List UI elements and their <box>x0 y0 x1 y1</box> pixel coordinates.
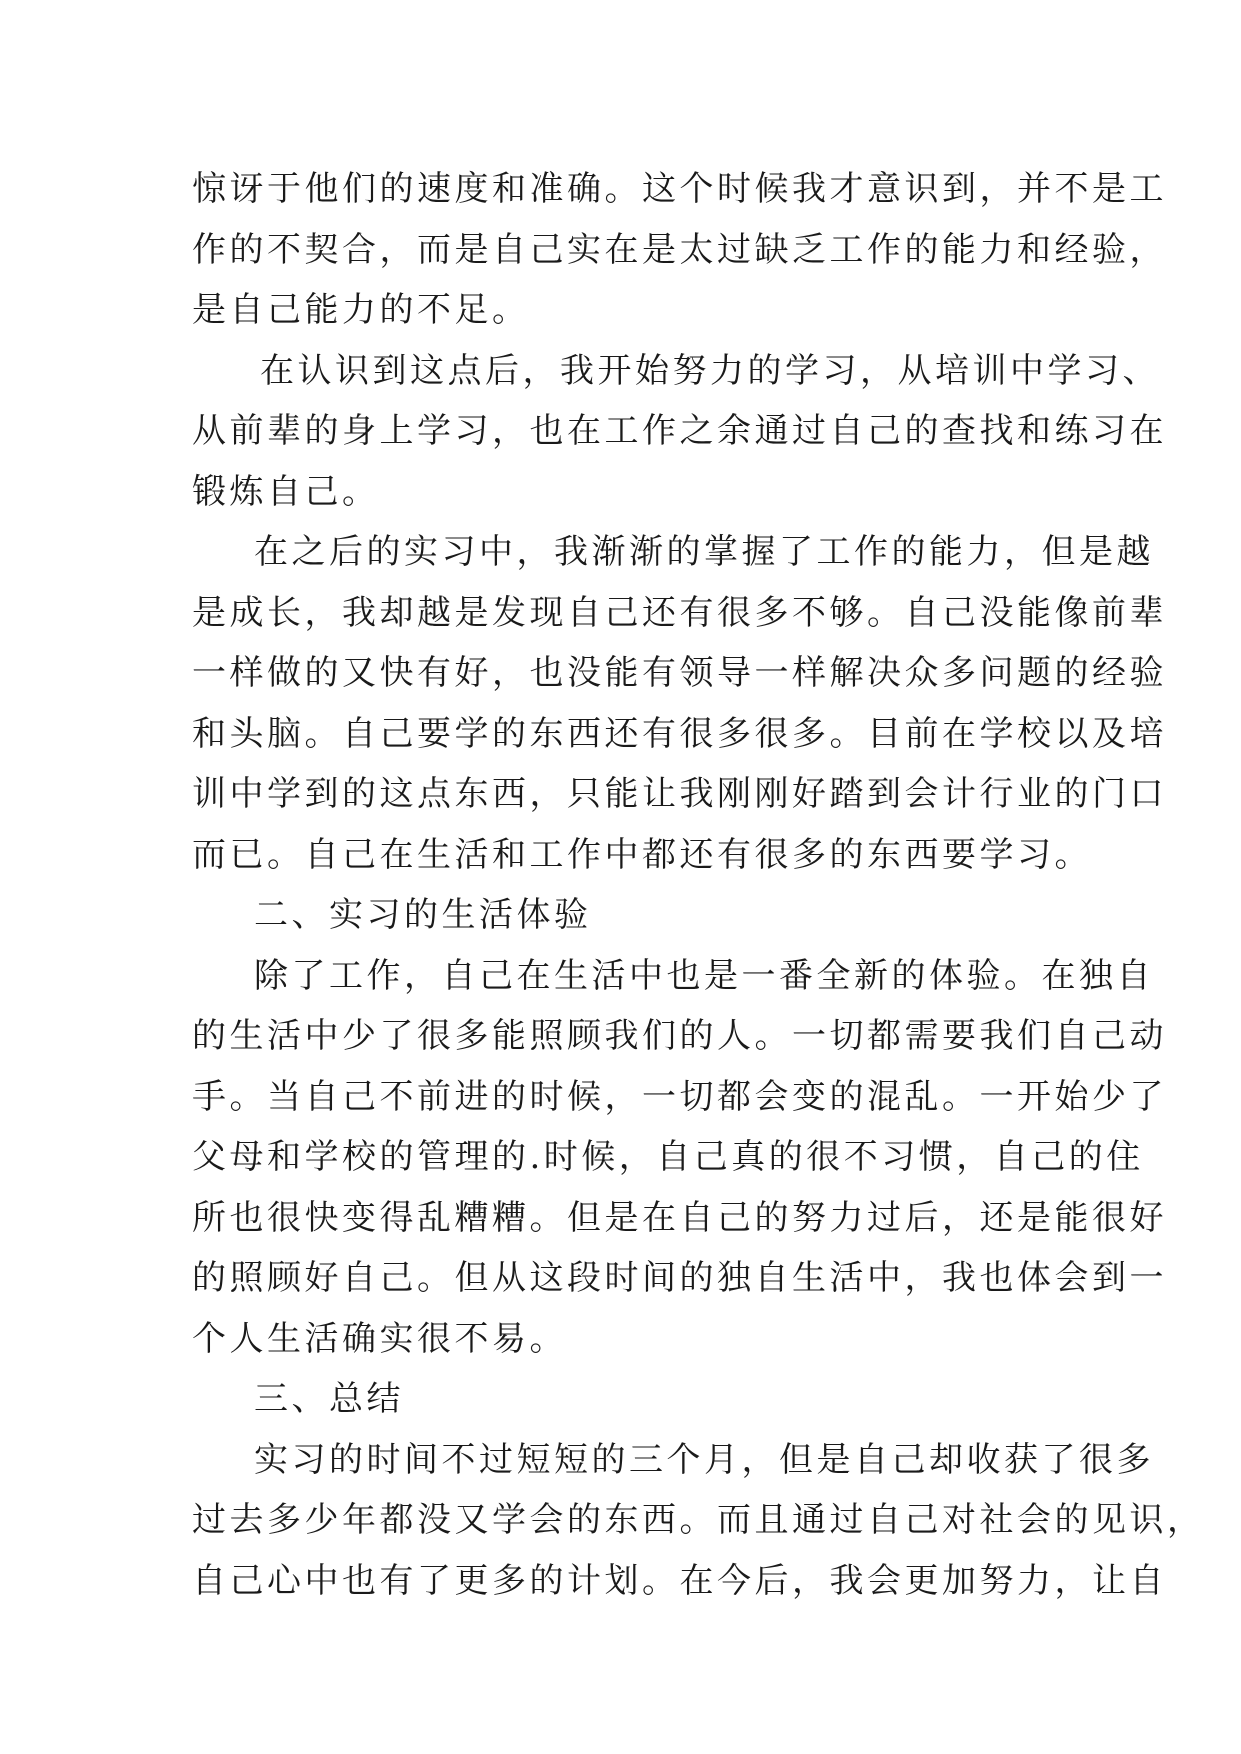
section-heading <box>192 1369 1072 1430</box>
text-line: 的照顾好自己。但从这段时间的独自生活中，我也体会到一 <box>192 1258 1167 1298</box>
section-heading <box>192 885 1072 946</box>
text-line: 锻炼自己。 <box>192 471 380 512</box>
text-line: 实习的时间不过短短的三个月，但是自己却收获了很多 <box>254 1439 1154 1480</box>
text-line: 作的不契合，而是自己实在是太过缺乏工作的能力和经验， <box>192 229 1167 270</box>
text-line: 是成长，我却越是发现自己还有很多不够。自己没能像前辈 <box>192 592 1167 633</box>
paragraph <box>192 522 1167 885</box>
text-line: 个人生活确实很不易。 <box>192 1318 567 1359</box>
text-line: 和头脑。自己要学的东西还有很多很多。目前在学校以及培 <box>192 713 1167 754</box>
text-line: 手。当自己不前进的时候，一切都会变的混乱。一开始少了 <box>192 1076 1167 1117</box>
section-heading-text: 二、实习的生活体验 <box>254 895 592 935</box>
paragraph <box>192 946 1167 1370</box>
paragraph <box>192 1430 1205 1612</box>
text-line: 一样做的又快有好，也没能有领导一样解决众多问题的经验 <box>192 653 1167 693</box>
text-line: 在认识到这点后，我开始努力的学习，从培训中学习、 <box>260 350 1160 391</box>
section-heading-text: 三、总结 <box>254 1379 404 1419</box>
text-line: 是自己能力的不足。 <box>192 290 530 330</box>
paragraph <box>192 159 1167 341</box>
text-line: 除了工作，自己在生活中也是一番全新的体验。在独自 <box>254 955 1154 996</box>
paragraph <box>192 341 1167 523</box>
text-line: 过去多少年都没又学会的东西。而且通过自己对社会的见识， <box>192 1500 1205 1540</box>
text-line: 所也很快变得乱糟糟。但是在自己的努力过后，还是能很好 <box>192 1197 1167 1238</box>
document-body <box>192 159 1205 1611</box>
text-line: 在之后的实习中，我渐渐的掌握了工作的能力，但是越 <box>254 532 1154 572</box>
text-line: 的生活中少了很多能照顾我们的人。一切都需要我们自己动 <box>192 1016 1167 1056</box>
text-line: 而已。自己在生活和工作中都还有很多的东西要学习。 <box>192 834 1092 875</box>
text-line: 父母和学校的管理的.时候，自己真的很不习惯，自己的住 <box>192 1137 1144 1177</box>
text-line: 从前辈的身上学习，也在工作之余通过自己的查找和练习在 <box>192 411 1167 451</box>
text-line: 惊讶于他们的速度和准确。这个时候我才意识到，并不是工 <box>192 169 1167 209</box>
text-line: 训中学到的这点东西，只能让我刚刚好踏到会计行业的门口 <box>192 774 1167 814</box>
text-line: 自己心中也有了更多的计划。在今后，我会更加努力，让自 <box>192 1560 1167 1601</box>
